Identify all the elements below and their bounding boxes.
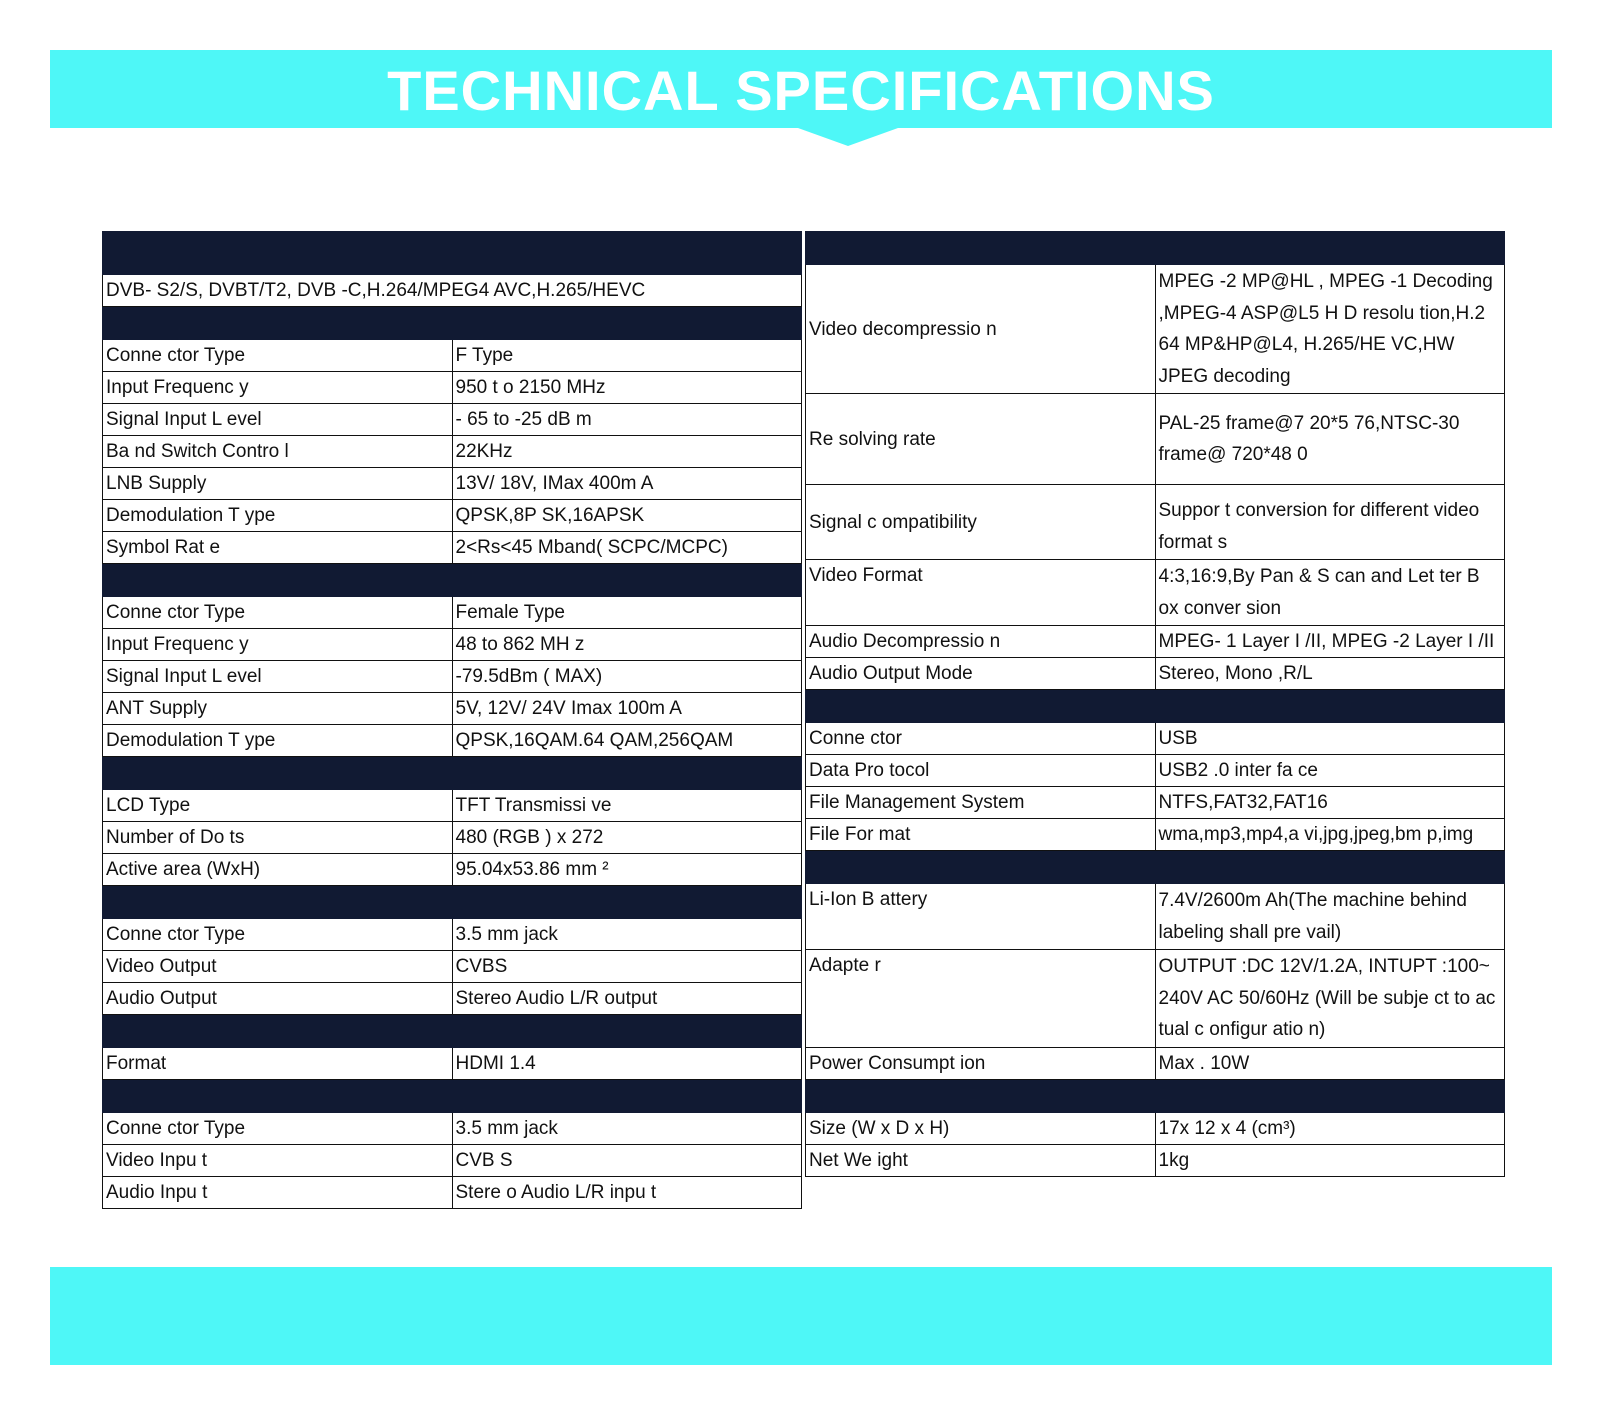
table-row [103,468,802,500]
spec-label: Re solving rate [806,394,1156,485]
table-row [806,394,1505,485]
table-row [806,950,1505,1048]
spec-value: QPSK,16QAM.64 QAM,256QAM [452,725,802,757]
spec-label: Audio Output [103,983,453,1015]
section-header [103,564,802,597]
table-row [806,1112,1505,1144]
spec-label: Active area (WxH) [103,854,453,886]
table-row [103,500,802,532]
spec-label: Input Frequenc y [103,629,453,661]
table-row [806,787,1505,819]
spec-value: Max . 10W [1155,1047,1505,1079]
spec-label: Conne ctor Type [103,919,453,951]
spec-value: Stere o Audio L/R inpu t [452,1177,802,1209]
spec-label: Audio Decompressio n [806,626,1156,658]
table-row [806,1144,1505,1176]
spec-value: 3.5 mm jack [452,919,802,951]
table-row [103,1177,802,1209]
table-row [103,1113,802,1145]
spec-label: Input Frequenc y [103,372,453,404]
section-header [103,886,802,919]
table-row [103,404,802,436]
table-row [806,819,1505,851]
spec-value: 13V/ 18V, IMax 400m A [452,468,802,500]
spec-value: F Type [452,340,802,372]
spec-label: Video Format [806,560,1156,626]
spec-label: File Management System [806,787,1156,819]
spec-value: Female Type [452,597,802,629]
spec-table-left [102,231,802,1209]
spec-value: Stereo Audio L/R output [452,983,802,1015]
spec-value: NTFS,FAT32,FAT16 [1155,787,1505,819]
table-row [806,265,1505,394]
table-row [103,919,802,951]
spec-value: 3.5 mm jack [452,1113,802,1145]
table-row [103,372,802,404]
spec-value: 5V, 12V/ 24V Imax 100m A [452,693,802,725]
table-row [103,854,802,886]
table-row [103,822,802,854]
table-row [103,275,802,307]
table-row [103,1048,802,1080]
spec-table-right [805,231,1505,1177]
table-row [103,790,802,822]
page-title: TECHNICAL SPECIFICATIONS [387,59,1215,122]
spec-label: Power Consumpt ion [806,1047,1156,1079]
spec-label: Conne ctor Type [103,1113,453,1145]
spec-label: Format [103,1048,453,1080]
spec-label: Signal Input L evel [103,404,453,436]
spec-value: MPEG -2 MP@HL , MPEG -1 Decoding ,MPEG-4 ASP@L5 H D resolu tion,H.2 64 MP&HP@L4, H.265/HE VC,HW JPEG decoding [1155,265,1505,394]
spec-value: USB2 .0 inter fa ce [1155,755,1505,787]
standards-cell: DVB- S2/S, DVBT/T2, DVB -C,H.264/MPEG4 AVC,H.265/HEVC [103,275,802,307]
section-header [103,232,802,275]
table-row [103,661,802,693]
table-row [103,693,802,725]
section-header [103,307,802,340]
table-row [103,951,802,983]
spec-value: 1kg [1155,1144,1505,1176]
spec-label: LNB Supply [103,468,453,500]
title-banner [50,50,1552,128]
spec-label: Net We ight [806,1144,1156,1176]
spec-label: Conne ctor [806,723,1156,755]
table-row [806,560,1505,626]
spec-label: Demodulation T ype [103,725,453,757]
spec-label: ANT Supply [103,693,453,725]
spec-value: Suppor t conversion for different video format s [1155,485,1505,560]
table-row [103,983,802,1015]
spec-label: File For mat [806,819,1156,851]
spec-label: Adapte r [806,950,1156,1048]
spec-label: Conne ctor Type [103,597,453,629]
spec-value: PAL-25 frame@7 20*5 76,NTSC-30 frame@ 720*48 0 [1155,394,1505,485]
spec-label: LCD Type [103,790,453,822]
spec-value: CVBS [452,951,802,983]
table-row [806,723,1505,755]
spec-label: Demodulation T ype [103,500,453,532]
spec-label: Symbol Rat e [103,532,453,564]
table-row [103,436,802,468]
table-row [806,658,1505,690]
spec-value: 17x 12 x 4 (cm³) [1155,1112,1505,1144]
table-row [103,629,802,661]
table-row [103,725,802,757]
spec-label: Li-Ion B attery [806,884,1156,950]
spec-value: 7.4V/2600m Ah(The machine behind labeling shall pre vail) [1155,884,1505,950]
spec-value: HDMI 1.4 [452,1048,802,1080]
table-row [806,485,1505,560]
table-row [103,532,802,564]
table-row [806,755,1505,787]
spec-value: TFT Transmissi ve [452,790,802,822]
spec-label: Video Output [103,951,453,983]
spec-value: 48 to 862 MH z [452,629,802,661]
spec-value: 4:3,16:9,By Pan & S can and Let ter B ox conver sion [1155,560,1505,626]
spec-value: USB [1155,723,1505,755]
spec-value: QPSK,8P SK,16APSK [452,500,802,532]
spec-label: Data Pro tocol [806,755,1156,787]
section-header [806,1079,1505,1112]
section-header [806,232,1505,265]
spec-value: MPEG- 1 Layer I /II, MPEG -2 Layer I /II [1155,626,1505,658]
section-header [103,1015,802,1048]
banner-notch [798,128,898,146]
table-row [103,340,802,372]
spec-label: Conne ctor Type [103,340,453,372]
section-header [806,851,1505,884]
spec-label: Signal c ompatibility [806,485,1156,560]
spec-value: - 65 to -25 dB m [452,404,802,436]
table-row [806,1047,1505,1079]
spec-value: -79.5dBm ( MAX) [452,661,802,693]
spec-label: Ba nd Switch Contro l [103,436,453,468]
table-row [103,1145,802,1177]
spec-label: Video decompressio n [806,265,1156,394]
spec-value: 95.04x53.86 mm ² [452,854,802,886]
spec-label: Audio Inpu t [103,1177,453,1209]
table-row [103,597,802,629]
spec-label: Number of Do ts [103,822,453,854]
spec-value: 950 t o 2150 MHz [452,372,802,404]
spec-value: Stereo, Mono ,R/L [1155,658,1505,690]
table-row [806,884,1505,950]
section-header [103,757,802,790]
spec-value: 2<Rs<45 Mband( SCPC/MCPC) [452,532,802,564]
spec-label: Video Inpu t [103,1145,453,1177]
spec-label: Size (W x D x H) [806,1112,1156,1144]
spec-value: OUTPUT :DC 12V/1.2A, INTUPT :100~ 240V AC 50/60Hz (Will be subje ct to ac tual c onfigur atio n) [1155,950,1505,1048]
spec-label: Signal Input L evel [103,661,453,693]
footer-banner [50,1267,1552,1365]
section-header [103,1080,802,1113]
spec-label: Audio Output Mode [806,658,1156,690]
section-header [806,690,1505,723]
spec-value: 22KHz [452,436,802,468]
spec-value: wma,mp3,mp4,a vi,jpg,jpeg,bm p,img [1155,819,1505,851]
spec-value: 480 (RGB ) x 272 [452,822,802,854]
spec-value: CVB S [452,1145,802,1177]
table-row [806,626,1505,658]
